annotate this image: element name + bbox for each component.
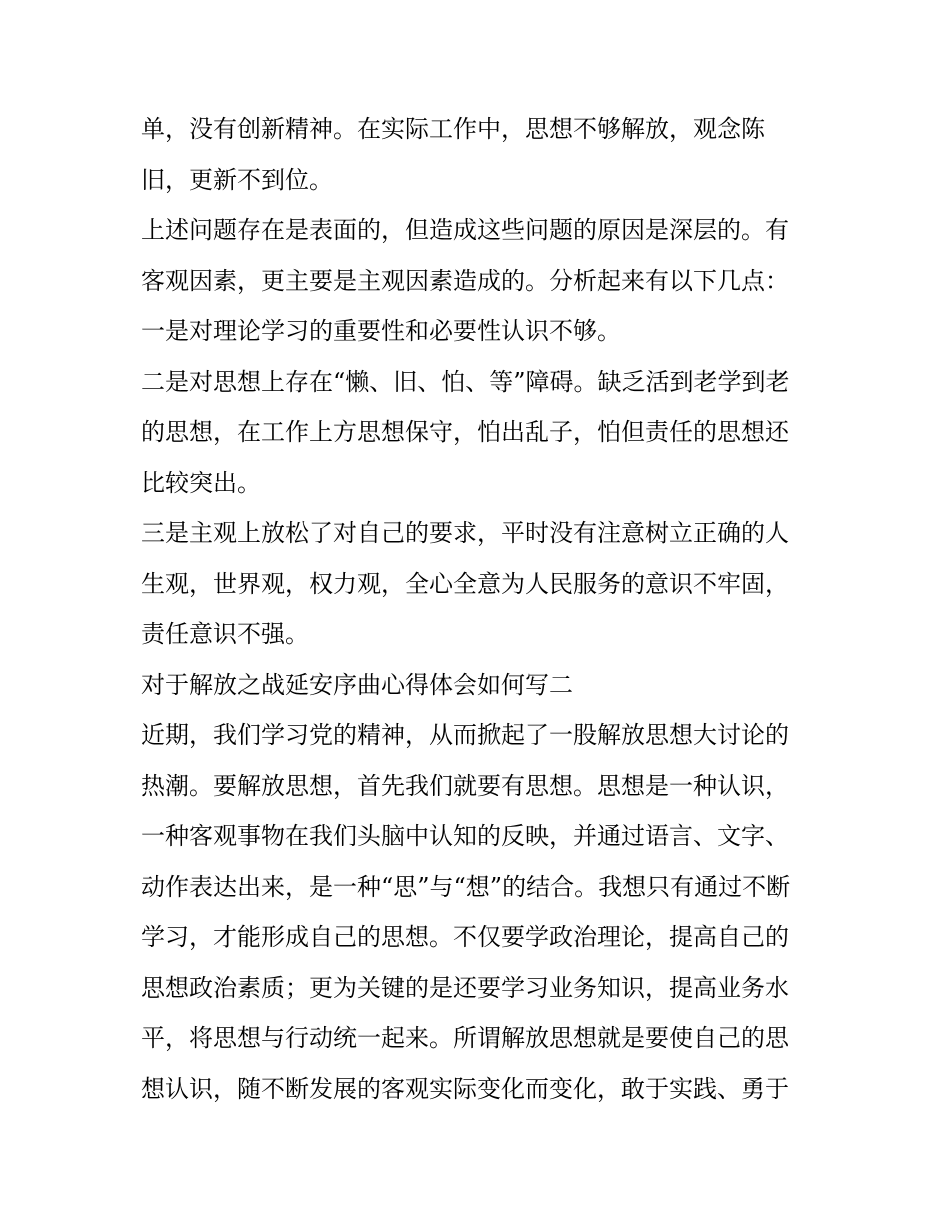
text-line: 想认识，随不断发展的客观实际变化而变化，敢于实践、勇于	[141, 1074, 789, 1103]
text-line: 旧，更新不到位。	[141, 165, 333, 194]
text-line: 的思想，在工作上方思想保守，怕出乱子，怕但责任的思想还	[141, 418, 789, 446]
text-line: 责任意识不强。	[141, 620, 309, 648]
text-line: 单，没有创新精神。在实际工作中，思想不够解放，观念陈	[141, 115, 765, 143]
text-line: 热潮。要解放思想，首先我们就要有思想。思想是一种认识，	[141, 771, 789, 800]
text-line: 上述问题存在是表面的，但造成这些问题的原因是深层的。有	[141, 216, 789, 244]
text-line: 三是主观上放松了对自己的要求，平时没有注意树立正确的人	[141, 519, 789, 547]
text-line: 比较突出。	[141, 468, 261, 497]
text-line: 思想政治素质；更为关键的是还要学习业务知识，提高业务水	[141, 973, 789, 1002]
text-line: 平，将思想与行动统一起来。所谓解放思想就是要使自己的思	[141, 1024, 789, 1052]
text-line: 一是对理论学习的重要性和必要性认识不够。	[141, 317, 621, 345]
text-line: 动作表达出来，是一种“思”与“想”的结合。我想只有通过不断	[141, 872, 791, 901]
document-body	[141, 104, 821, 1114]
section-heading: 对于解放之战延安序曲心得体会如何写二	[141, 670, 573, 699]
text-line: 近期，我们学习党的精神，从而掀起了一股解放思想大讨论的	[141, 721, 789, 749]
text-line: 一种客观事物在我们头脑中认知的反映，并通过语言、文字、	[141, 822, 789, 850]
text-line: 二是对思想上存在“懒、旧、怕、等”障碍。缺乏活到老学到老	[141, 367, 790, 396]
text-line: 学习，才能形成自己的思想。不仅要学政治理论，提高自己的	[141, 923, 789, 951]
text-line: 客观因素，更主要是主观因素造成的。分析起来有以下几点：	[141, 266, 789, 295]
text-line: 生观，世界观，权力观，全心全意为人民服务的意识不牢固，	[141, 569, 789, 598]
